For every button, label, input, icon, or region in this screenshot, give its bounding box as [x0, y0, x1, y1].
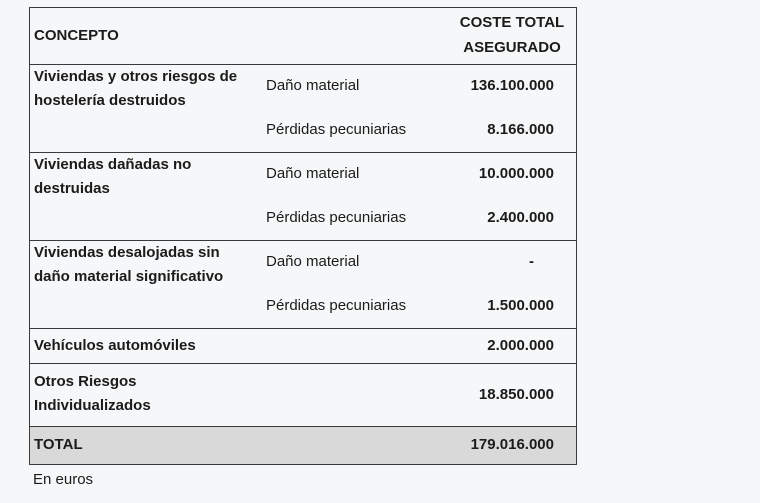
header-concept: CONCEPTO [34, 27, 119, 44]
sub-label: Pérdidas pecuniarias [266, 121, 407, 138]
total-row [30, 427, 576, 464]
table-header [30, 8, 576, 65]
sub-value: 8.166.000 [487, 121, 554, 138]
total-label: TOTAL [34, 436, 83, 453]
sub-value: - [529, 253, 534, 270]
other-risks-value: 18.850.000 [478, 386, 554, 403]
table-row [30, 241, 576, 329]
sub-label: Daño material [266, 253, 360, 270]
concept-line1: Viviendas y otros riesgos de [34, 68, 238, 85]
sub-label: Pérdidas pecuniarias [266, 297, 407, 314]
other-risks-line1: Otros Riesgos [34, 373, 137, 390]
table-row [30, 65, 576, 153]
header-total-line1: COSTE TOTAL [459, 14, 565, 31]
table-row [30, 364, 576, 427]
sub-label: Daño material [266, 165, 360, 182]
concept-line1: Viviendas dañadas no [34, 156, 192, 173]
table-row [30, 153, 576, 241]
vehicles-value: 2.000.000 [487, 337, 554, 354]
sub-label: Daño material [266, 77, 360, 94]
vehicles-label: Vehículos automóviles [34, 337, 196, 354]
sub-value: 10.000.000 [478, 165, 554, 182]
concept-line1: Viviendas desalojadas sin [34, 244, 220, 261]
total-value: 179.016.000 [470, 436, 554, 453]
units-note: En euros [33, 471, 94, 488]
header-total-line2: ASEGURADO [463, 39, 561, 56]
concept-line2: daño material significativo [34, 268, 224, 285]
other-risks-line2: Individualizados [34, 397, 151, 414]
table-row [30, 329, 576, 364]
concept-line2: destruidas [34, 180, 110, 197]
sub-value: 1.500.000 [487, 297, 554, 314]
sub-value: 136.100.000 [470, 77, 554, 94]
sub-label: Pérdidas pecuniarias [266, 209, 407, 226]
concept-line2: hostelería destruidos [34, 92, 186, 109]
sub-value: 2.400.000 [487, 209, 554, 226]
insurance-cost-table [29, 7, 577, 465]
